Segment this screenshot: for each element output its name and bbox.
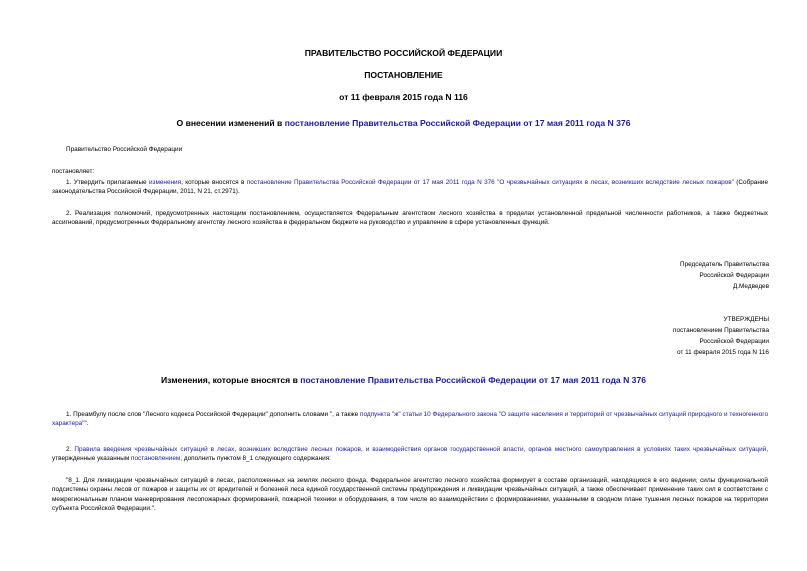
c2-link-rules[interactable]: Правила введения чрезвычайных ситуаций в лесах, возникших вследствие лесных пожаров, и взаимодействия органов государственной власти, органов местного самоуправления в условиях таких чрезвычайных ситуаций: [74, 446, 767, 453]
doc-type-heading: ПОСТАНОВЛЕНИЕ: [364, 70, 443, 80]
signature-line-2: Российской Федерации: [699, 272, 769, 279]
changes-title-prefix: Изменения, которые вносятся в: [160, 375, 301, 385]
gov-rf-text: Правительство Российской Федерации: [66, 146, 183, 153]
c2-text-c: , дополнить пунктом 8_1 следующего содержания:: [180, 455, 331, 463]
approved-line-2: постановлением Правительства: [673, 327, 769, 334]
p1-text-c: (Собрание законодательства Российской Федерации, 2011, N 21, ст.2971).: [52, 179, 768, 196]
paragraph-1: [52, 178, 768, 197]
doc-subject: [0, 118, 807, 128]
c1-link-law[interactable]: подпункта "ж" статьи 10 Федерального закона "О защите населения и территорий от чрезвычайных ситуаций природного и техногенного характера": [52, 411, 768, 428]
changes-title: [0, 375, 807, 385]
p1-link-changes[interactable]: изменения: [148, 179, 182, 186]
change-item-2: [52, 445, 768, 464]
change-item-1: [52, 410, 768, 429]
approved-line-3: Российской Федерации: [699, 338, 769, 345]
p1-text-a: 1. Утвердить прилагаемые: [66, 179, 149, 186]
subject-link[interactable]: постановление Правительства Российской Федерации от 17 мая 2011 года N 376: [284, 118, 631, 128]
approved-line-1: УТВЕРЖДЕНЫ: [723, 316, 769, 323]
approved-line-4: от 11 февраля 2015 года N 116: [676, 349, 769, 356]
c2-text-a: 2.: [66, 446, 75, 453]
doc-date-number: от 11 февраля 2015 года N 116: [339, 92, 468, 102]
c2-link-resolution[interactable]: постановлением: [131, 455, 181, 463]
c2-text-b: , утвержденные указанным: [52, 446, 768, 463]
approved-block: [673, 314, 769, 358]
government-heading: ПРАВИТЕЛЬСТВО РОССИЙСКОЙ ФЕДЕРАЦИИ: [304, 48, 503, 58]
changes-title-link[interactable]: постановление Правительства Российской Федерации от 17 мая 2011 года N 376: [300, 375, 647, 385]
p1-text-b: , которые вносятся в: [181, 179, 247, 186]
signature-block: [680, 259, 769, 292]
signature-line-3: Д.Медведев: [732, 283, 769, 290]
doc-subject-prefix: О внесении изменений в: [176, 118, 285, 128]
decides-text: постановляет:: [52, 168, 95, 175]
change-item-3: "8_1. Для ликвидации чрезвычайных ситуаций в лесах, расположенных на землях лесного фонда, Федеральное агентство лесного хозяйства формирует в составе организаций, находящихся в его ведении, силы функциональной подсистемы охраны лесов от пожаров и защиты их от вредителей и болезней леса единой государственной системы предупреждения и ликвидации чрезвычайных ситуаций, а также обеспечивает применение таких сил в соответствии с межрегиональным планом маневрирования лесопожарных формирований, пожарной техники и оборудования, в том числе во взаимодействии с формированиями, указанными в сводном плане тушения лесных пожаров на территории субъекта Российской Федерации.".: [52, 477, 768, 513]
c1-text-a: 1. Преамбулу после слов "Лесного кодекса Российской Федерации" дополнить словами ", а также: [66, 411, 360, 418]
p1-link-resolution[interactable]: постановление Правительства Российской Федерации от 17 мая 2011 года N 376 "О чрезвычайных ситуациях в лесах, возникших вследствие лесных пожаров": [246, 179, 734, 186]
c1-text-b: ".: [84, 420, 89, 428]
signature-line-1: Председатель Правительства: [680, 261, 769, 268]
paragraph-2: 2. Реализация полномочий, предусмотренных настоящим постановлением, осуществляется Федеральным агентством лесного хозяйства в пределах установленной предельной численности работников, а также бюджетных ассигнований, предусмотренных Федеральному агентству лесного хозяйства в федеральном бюджете на руководство и управление в сфере установленных функций.: [52, 210, 768, 227]
